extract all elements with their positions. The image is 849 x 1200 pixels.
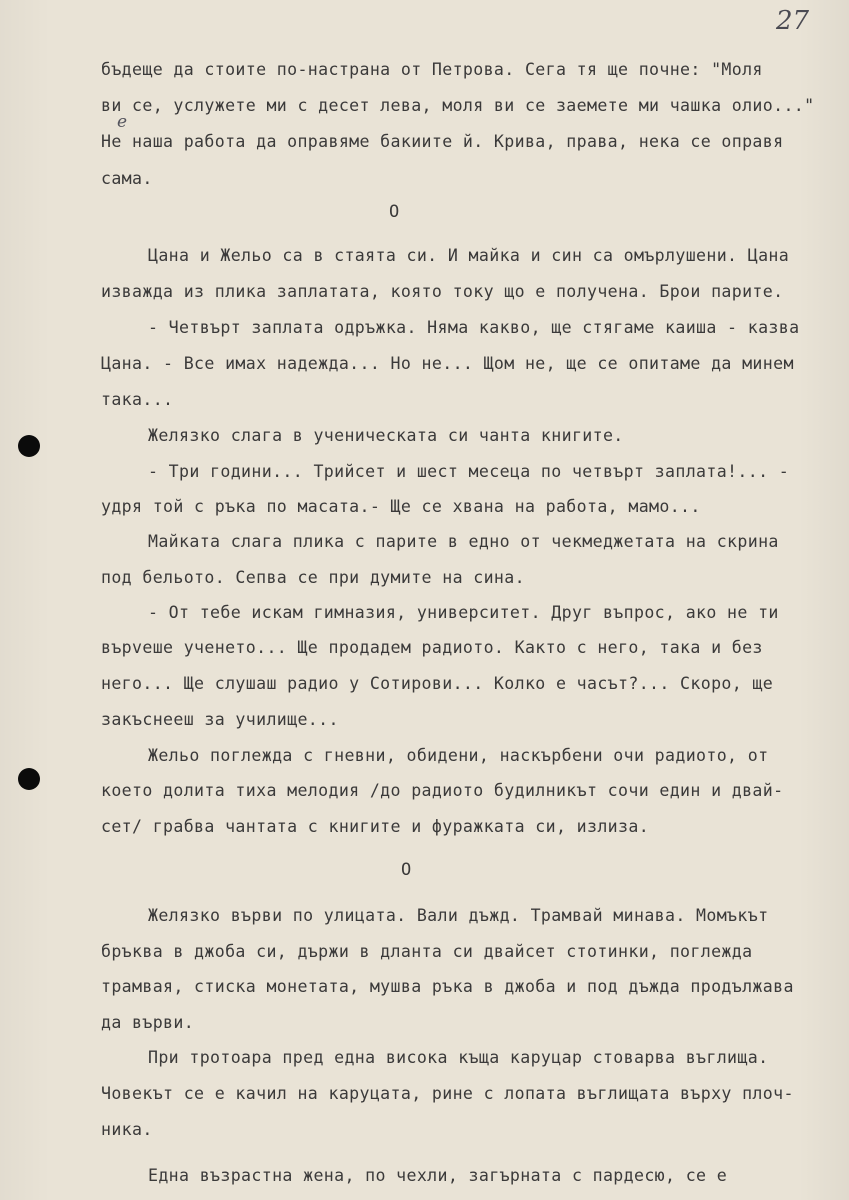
text-line: закъснееш за училище...: [101, 710, 339, 729]
text-line: Цана. - Все имах надежда... Но не... Щом не, ще се опитаме да минем: [101, 354, 794, 373]
text-line: което долита тиха мелодия /до радиото будилникът сочи един и двай-: [101, 781, 784, 800]
text-line: Жельо поглежда с гневни, обидени, наскърбени очи радиото, от: [148, 746, 769, 765]
text-line: под бельото. Сепва се при думите на сина.: [101, 568, 525, 587]
text-line: ви се, услужете ми с десет лева, моля ви се заемете ми чашка олио...": [101, 96, 815, 115]
page-number: 27: [776, 6, 810, 36]
text-line: така...: [101, 390, 174, 409]
text-line: - Четвърт заплата одръжка. Няма какво, ще стягаме каиша - казва: [148, 318, 800, 337]
text-line: върveше ученето... Ще продадем радиото. Както с него, така и без: [101, 638, 763, 657]
text-line: Една възрастна жена, по чехли, загърната с пардесю, се е: [148, 1166, 728, 1185]
text-line: Желязко слага в ученическата си чанта книгите.: [148, 426, 624, 445]
text-line: него... Ще слушаш радио у Сотирови... Колко е часът?... Скоро, ще: [101, 674, 774, 693]
section-separator: О: [389, 202, 400, 222]
punch-hole-bottom: [18, 768, 40, 790]
text-line: - Три години... Трийсет и шест месеца по четвърт заплата!... -: [148, 462, 790, 481]
text-line: Не наша работа да оправяме бакиите й. Крива, права, нека се оправя: [101, 132, 784, 151]
section-separator: О: [401, 860, 412, 880]
text-line: Човекът се е качил на каруцата, рине с лопата въглищата върху плоч-: [101, 1084, 794, 1103]
text-line: да върви.: [101, 1013, 195, 1032]
punch-hole-top: [18, 435, 40, 457]
text-line: - От тебе искам гимназия, университет. Друг въпрос, ако не ти: [148, 603, 779, 622]
text-line: изважда из плика заплатата, която току що е получена. Брои парите.: [101, 282, 784, 301]
text-line: трамвая, стиска монетата, мушва ръка в джоба и под дъжда продължава: [101, 977, 794, 996]
text-line: сама.: [101, 169, 153, 188]
text-line: удря той с ръка по масата.- Ще се хвана на работа, мамо...: [101, 497, 701, 516]
text-line: Желязко върви по улицата. Вали дъжд. Трамвай минава. Момъкът: [148, 906, 769, 925]
text-line: бръква в джоба си, държи в дланта си двайсет стотинки, поглежда: [101, 942, 753, 961]
text-line: сет/ грабва чантата с книгите и фуражката си, излиза.: [101, 817, 650, 836]
text-line: При тротоара пред една висока къща каруцар стоварва въглища.: [148, 1048, 769, 1067]
text-line: Майката слага плика с парите в едно от чекмеджетата на скрина: [148, 532, 779, 551]
text-line: бъдеще да стоите по-настрана от Петрова. Сега тя ще почне: "Моля: [101, 60, 763, 79]
text-line: ника.: [101, 1120, 153, 1139]
text-line: Цана и Жельо са в стаята си. И майка и син са омърлушени. Цана: [148, 246, 790, 265]
handwritten-insertion: е: [117, 112, 128, 132]
